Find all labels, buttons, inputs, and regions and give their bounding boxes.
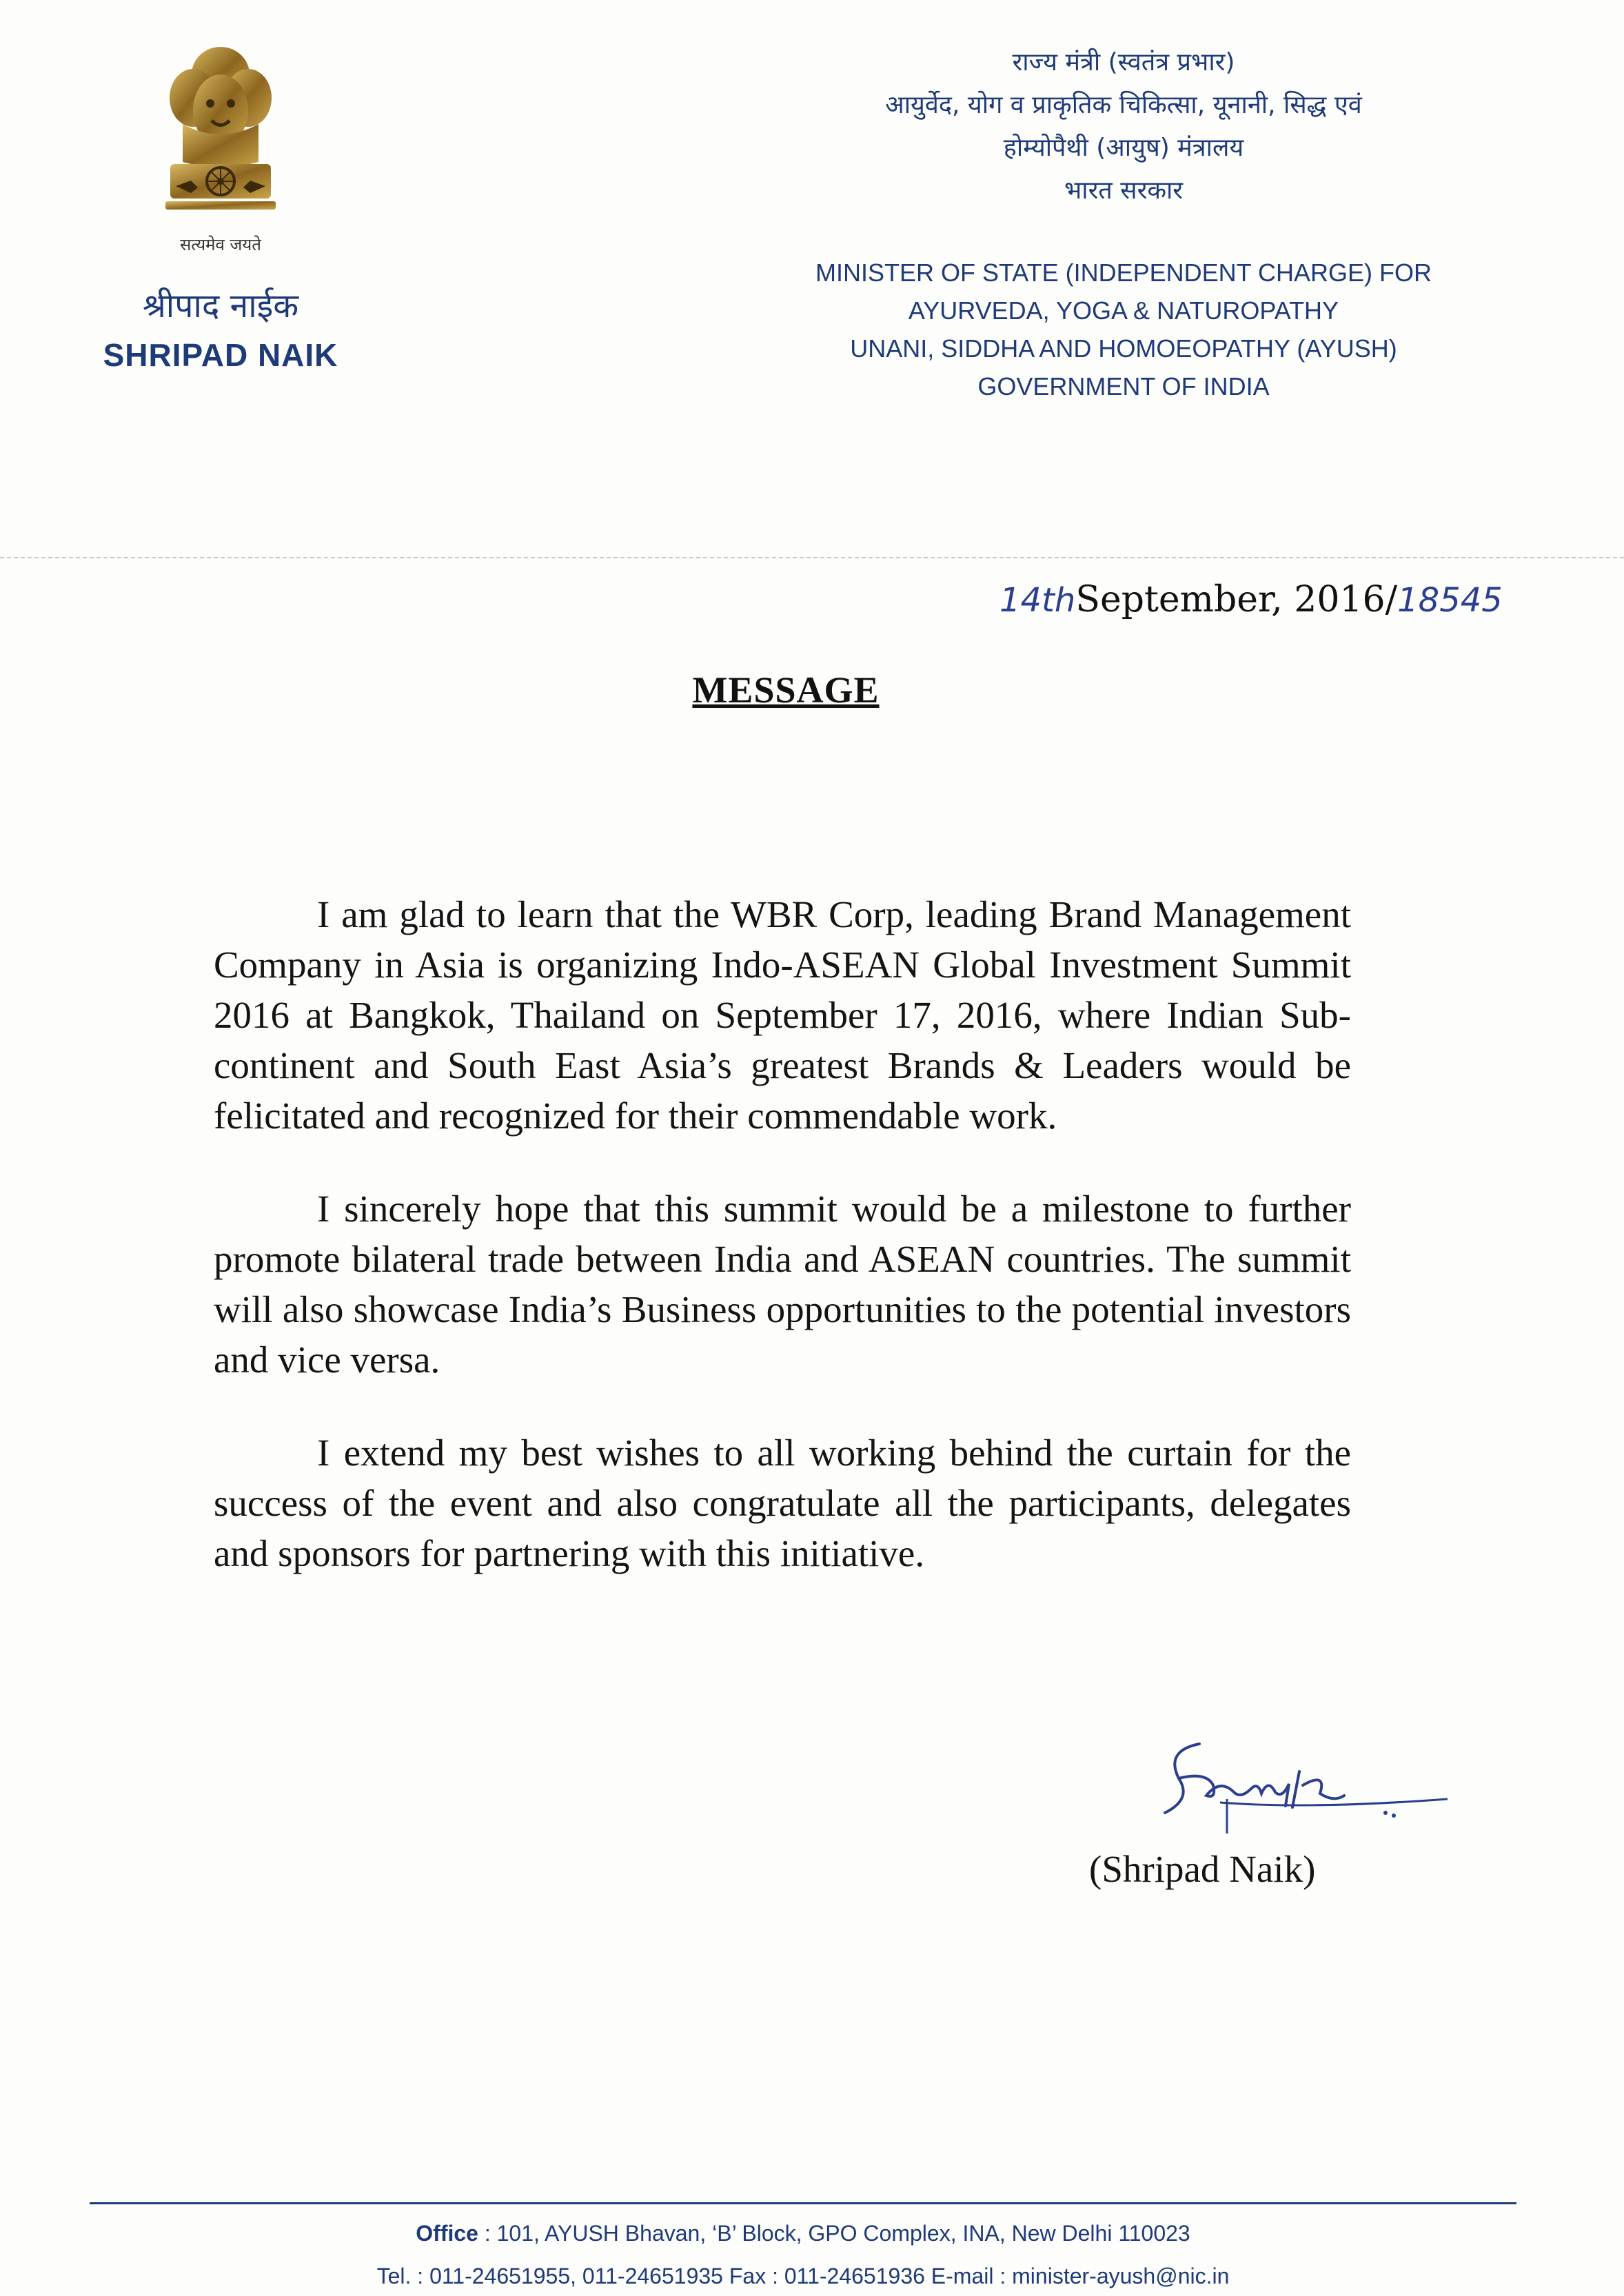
handwritten-reference-number: 18545 xyxy=(1397,581,1503,620)
message-heading: MESSAGE xyxy=(692,669,880,711)
handwritten-day: 14th xyxy=(999,581,1076,620)
footer-divider xyxy=(90,2202,1516,2204)
english-line: AYURVEDA, YOGA & NATUROPATHY xyxy=(908,296,1339,325)
english-line: UNANI, SIDDHA AND HOMOEOPATHY (AYUSH) xyxy=(850,334,1397,363)
paper-fold-line xyxy=(0,557,1624,558)
hindi-line: भारत सरकार xyxy=(1064,176,1184,205)
english-line: MINISTER OF STATE (INDEPENDENT CHARGE) FOR xyxy=(815,258,1432,287)
message-body xyxy=(214,889,1351,1621)
body-paragraph: I extend my best wishes to all working behind the curtain for the success of the event and also congratulate all the participants, delegates and sponsors for partnering with this initiative. xyxy=(214,1432,1351,1574)
minister-name-english: SHRIPAD NAIK xyxy=(103,337,338,373)
english-designation-block xyxy=(717,254,1530,405)
national-emblem-icon xyxy=(155,41,286,227)
hindi-line: राज्य मंत्री (स्वतंत्र प्रभार) xyxy=(1012,48,1235,77)
office-label: Office xyxy=(416,2221,478,2246)
handwritten-signature xyxy=(1137,1730,1468,1833)
signatory-name: (Shripad Naik) xyxy=(1089,1848,1316,1890)
minister-name-hindi: श्रीपाद नाईक xyxy=(142,287,299,325)
office-address: : 101, AYUSH Bhavan, ‘B’ Block, GPO Complex, INA, New Delhi 110023 xyxy=(478,2221,1190,2246)
printed-date: September, 2016/ xyxy=(1075,579,1398,620)
body-paragraph: I sincerely hope that this summit would be a milestone to further promote bilateral trade between India and ASEAN countries. The summit will also showcase India’s Business opportunities to the potential investors and vice versa. xyxy=(214,1188,1351,1381)
hindi-line: होम्योपैथी (आयुष) मंत्रालय xyxy=(1003,134,1244,162)
hindi-line: आयुर्वेद, योग व प्राकृतिक चिकित्सा, यूनानी, सिद्ध एवं xyxy=(885,91,1362,119)
letter-date xyxy=(999,579,1537,620)
body-paragraph: I am glad to learn that the WBR Corp, leading Brand Management Company in Asia is organizing Indo-ASEAN Global Investment Summit 2016 at Bangkok, Thailand on September 17, 2016, where Indian Sub-continent and South East Asia’s greatest Brands & Leaders would be felicitated and recognized for their commendable work. xyxy=(214,893,1351,1137)
footer-contact: Tel. : 011-24651955, 011-24651935 Fax : 011-24651936 E-mail : minister-ayush@nic.in xyxy=(376,2264,1230,2288)
hindi-designation-block xyxy=(758,41,1489,212)
footer-office-address xyxy=(90,2221,1516,2246)
english-line: GOVERNMENT OF INDIA xyxy=(977,372,1270,400)
emblem-motto: सत्यमेव जयते xyxy=(180,235,261,254)
